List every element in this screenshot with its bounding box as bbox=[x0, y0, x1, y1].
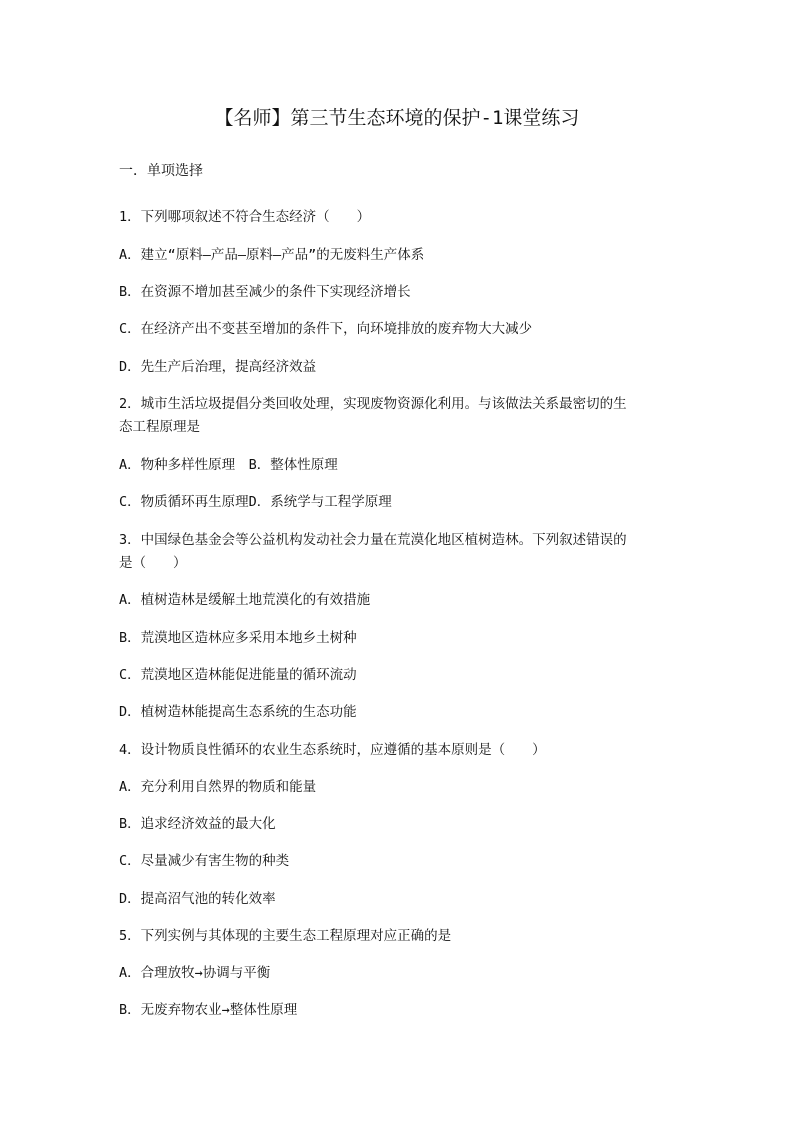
question-4-option-a: A．充分利用自然界的物质和能量 bbox=[119, 779, 317, 795]
page-title: 【名师】第三节生态环境的保护-1课堂练习 bbox=[214, 107, 580, 129]
question-2-options-ab: A．物种多样性原理 B．整体性原理 bbox=[119, 457, 338, 473]
section-heading: 一．单项选择 bbox=[119, 163, 203, 179]
question-1-option-b: B．在资源不增加甚至减少的条件下实现经济增长 bbox=[119, 284, 411, 300]
question-3-option-b: B．荒漠地区造林应多采用本地乡土树种 bbox=[119, 630, 357, 646]
question-3-stem-line-2: 是（ ） bbox=[119, 555, 187, 571]
question-5-stem: 5．下列实例与其体现的主要生态工程原理对应正确的是 bbox=[119, 928, 452, 944]
question-3-option-c: C．荒漠地区造林能促进能量的循环流动 bbox=[119, 667, 357, 683]
question-3-option-d: D．植树造林能提高生态系统的生态功能 bbox=[119, 704, 357, 720]
question-3-option-a: A．植树造林是缓解土地荒漠化的有效措施 bbox=[119, 592, 371, 608]
question-1-stem: 1．下列哪项叙述不符合生态经济（ ） bbox=[119, 209, 371, 225]
question-1-option-d: D．先生产后治理，提高经济效益 bbox=[119, 359, 317, 375]
question-4-option-c: C．尽量减少有害生物的种类 bbox=[119, 853, 290, 869]
question-1-option-c: C．在经济产出不变甚至增加的条件下，向环境排放的废弃物大大减少 bbox=[119, 321, 533, 337]
question-2-options-cd: C．物质循环再生原理D．系统学与工程学原理 bbox=[119, 494, 392, 510]
question-4-option-d: D．提高沼气池的转化效率 bbox=[119, 891, 276, 907]
question-2-stem-line-1: 2．城市生活垃圾提倡分类回收处理，实现废物资源化利用。与该做法关系最密切的生 bbox=[119, 396, 627, 412]
question-1-option-a: A．建立“原料—产品—原料—产品”的无废料生产体系 bbox=[119, 247, 425, 263]
question-4-stem: 4．设计物质良性循环的农业生态系统时，应遵循的基本原则是（ ） bbox=[119, 742, 546, 758]
question-4-option-b: B．追求经济效益的最大化 bbox=[119, 816, 276, 832]
question-5-option-b: B．无废弃物农业→整体性原理 bbox=[119, 1002, 298, 1018]
question-3-stem-line-1: 3．中国绿色基金会等公益机构发动社会力量在荒漠化地区植树造林。下列叙述错误的 bbox=[119, 532, 627, 548]
question-2-stem-line-2: 态工程原理是 bbox=[119, 419, 200, 435]
question-5-option-a: A．合理放牧→协调与平衡 bbox=[119, 965, 271, 981]
